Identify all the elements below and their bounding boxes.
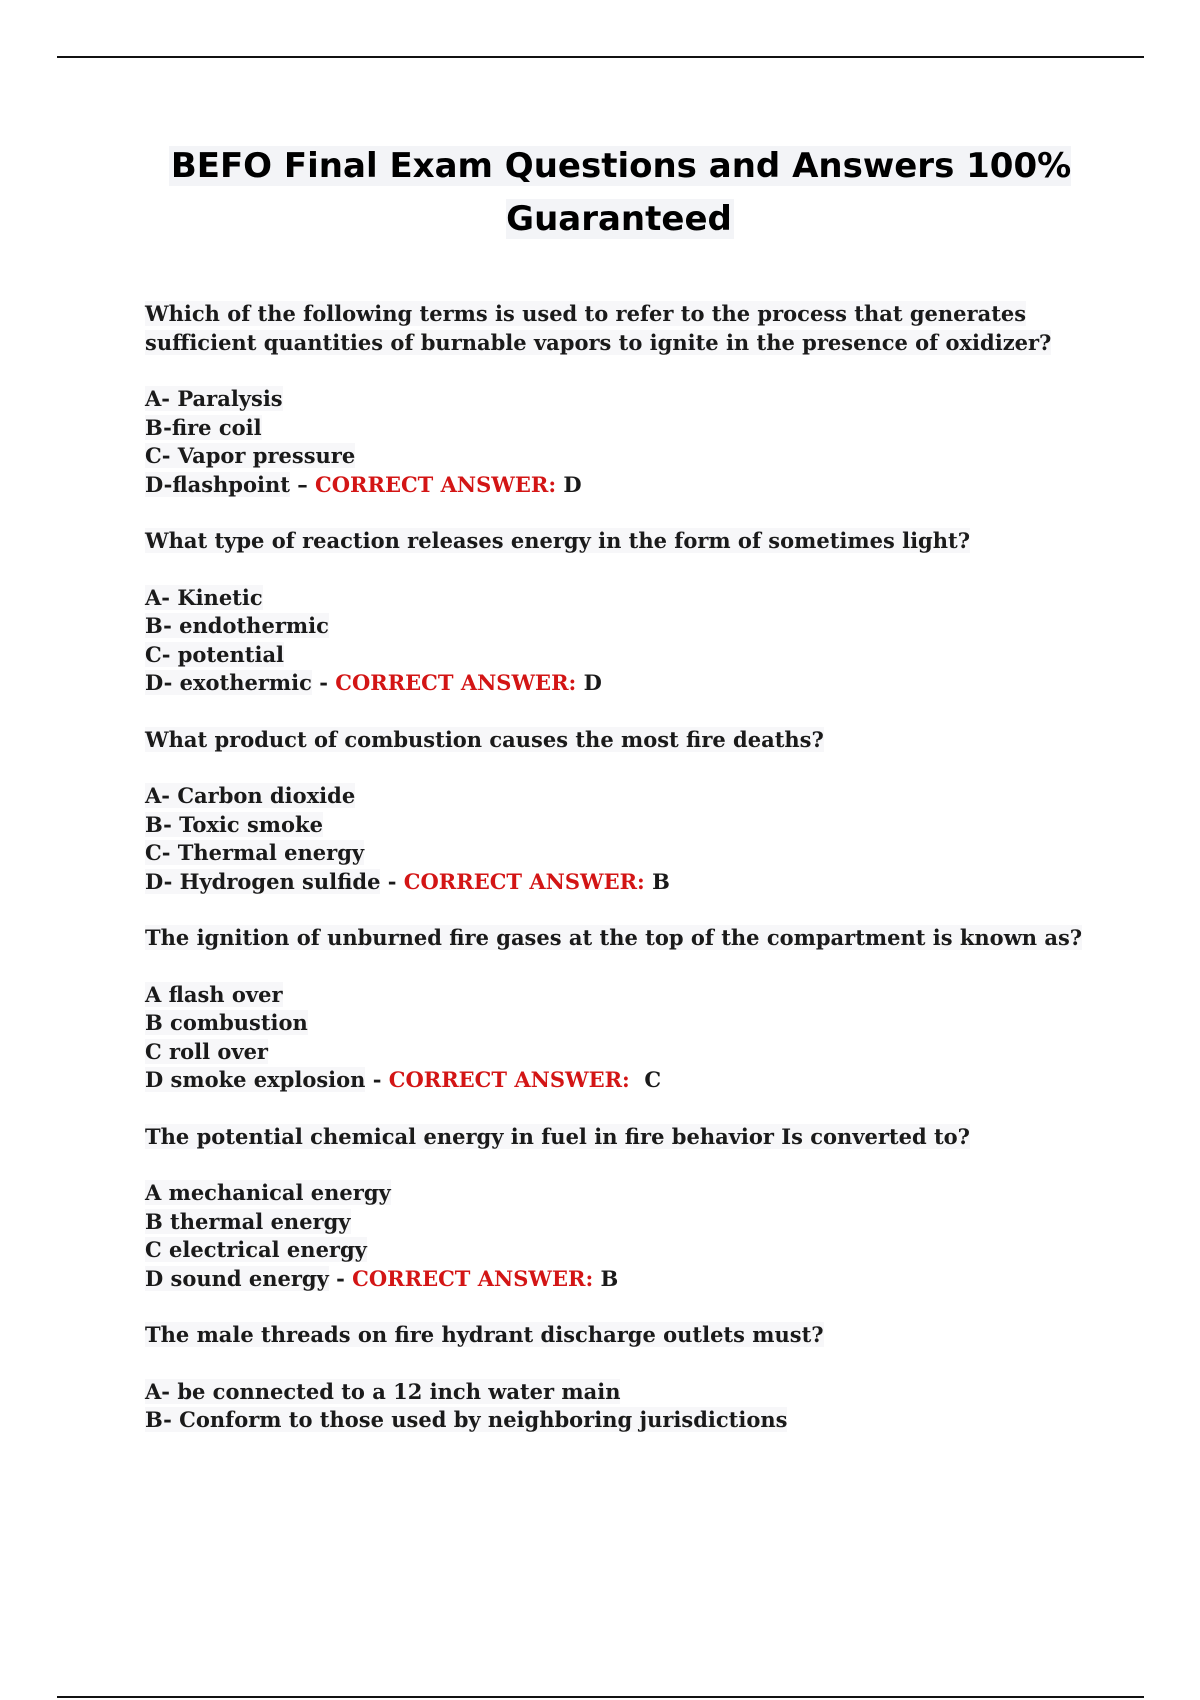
correct-answer-label: CORRECT ANSWER:: [335, 670, 577, 695]
answer-separator: -: [380, 868, 404, 894]
answer-separator: –: [289, 471, 316, 497]
correct-answer-value: D: [556, 471, 582, 497]
option-d: D sound energy - CORRECT ANSWER: B: [145, 1265, 619, 1291]
correct-answer-label: CORRECT ANSWER:: [403, 868, 645, 894]
answer-separator: -: [311, 670, 336, 695]
page-title: BEFO Final Exam Questions and Answers 100% Guaranteed: [170, 146, 1072, 239]
option-b: B thermal energy: [145, 1208, 351, 1234]
question-text: The potential chemical energy in fuel in fire behavior Is converted to?: [145, 1123, 970, 1149]
option-d: D- exothermic - CORRECT ANSWER: D: [145, 670, 602, 695]
question-text: The ignition of unburned fire gases at the top of the compartment is known as?: [145, 925, 1083, 950]
question-block: [145, 527, 1095, 698]
header-rule: [57, 56, 1144, 58]
question-block: [145, 1123, 1095, 1294]
options-list: [145, 981, 1095, 1095]
option-d: D-flashpoint – CORRECT ANSWER: D: [145, 471, 582, 497]
question-text: What type of reaction releases energy in the form of sometimes light?: [145, 528, 970, 553]
options-list: [145, 782, 1095, 896]
correct-answer-value: B: [593, 1265, 619, 1291]
answer-separator: -: [328, 1265, 353, 1291]
option-a: A- be connected to a 12 inch water main: [145, 1378, 621, 1404]
answer-separator: -: [365, 1067, 389, 1092]
question-text: Which of the following terms is used to refer to the process that generates sufficient quantities of burnable vapors to ignite in the presence of oxidizer?: [145, 301, 1052, 355]
option-b: B- Conform to those used by neighboring jurisdictions: [145, 1407, 788, 1432]
option-c: C roll over: [145, 1038, 268, 1064]
option-b: B- Toxic smoke: [145, 811, 323, 837]
option-b: B combustion: [145, 1010, 308, 1035]
correct-answer-value: C: [629, 1067, 662, 1092]
question-text: What product of combustion causes the most fire deaths?: [145, 726, 824, 752]
question-block: [145, 726, 1095, 897]
option-b: B-fire coil: [145, 414, 262, 440]
options-list: [145, 584, 1095, 698]
option-b: B- endothermic: [145, 613, 329, 638]
correct-answer-value: D: [576, 670, 602, 695]
correct-answer-value: B: [644, 868, 670, 894]
question-block: [145, 924, 1095, 1095]
option-c: C- Thermal energy: [145, 840, 365, 865]
question-block: [145, 1321, 1095, 1435]
options-list: [145, 1378, 1095, 1435]
option-a: A- Paralysis: [145, 386, 283, 411]
option-d: D smoke explosion - CORRECT ANSWER: C: [145, 1067, 662, 1092]
footer-rule: [57, 1696, 1144, 1698]
correct-answer-label: CORRECT ANSWER:: [388, 1067, 630, 1092]
option-c: C electrical energy: [145, 1237, 367, 1262]
option-a: A- Kinetic: [145, 584, 263, 610]
option-d: D- Hydrogen sulfide - CORRECT ANSWER: B: [145, 868, 670, 894]
option-a: A- Carbon dioxide: [145, 783, 356, 808]
option-a: A flash over: [145, 981, 283, 1007]
option-c: C- potential: [145, 641, 285, 667]
question-text: The male threads on fire hydrant discharge outlets must?: [145, 1322, 824, 1347]
options-list: [145, 385, 1095, 499]
option-c: C- Vapor pressure: [145, 443, 356, 468]
options-list: [145, 1179, 1095, 1293]
document-body: [145, 140, 1095, 1463]
option-a: A mechanical energy: [145, 1180, 391, 1205]
correct-answer-label: CORRECT ANSWER:: [352, 1265, 594, 1291]
question-block: [145, 300, 1095, 499]
correct-answer-label: CORRECT ANSWER:: [315, 471, 557, 497]
